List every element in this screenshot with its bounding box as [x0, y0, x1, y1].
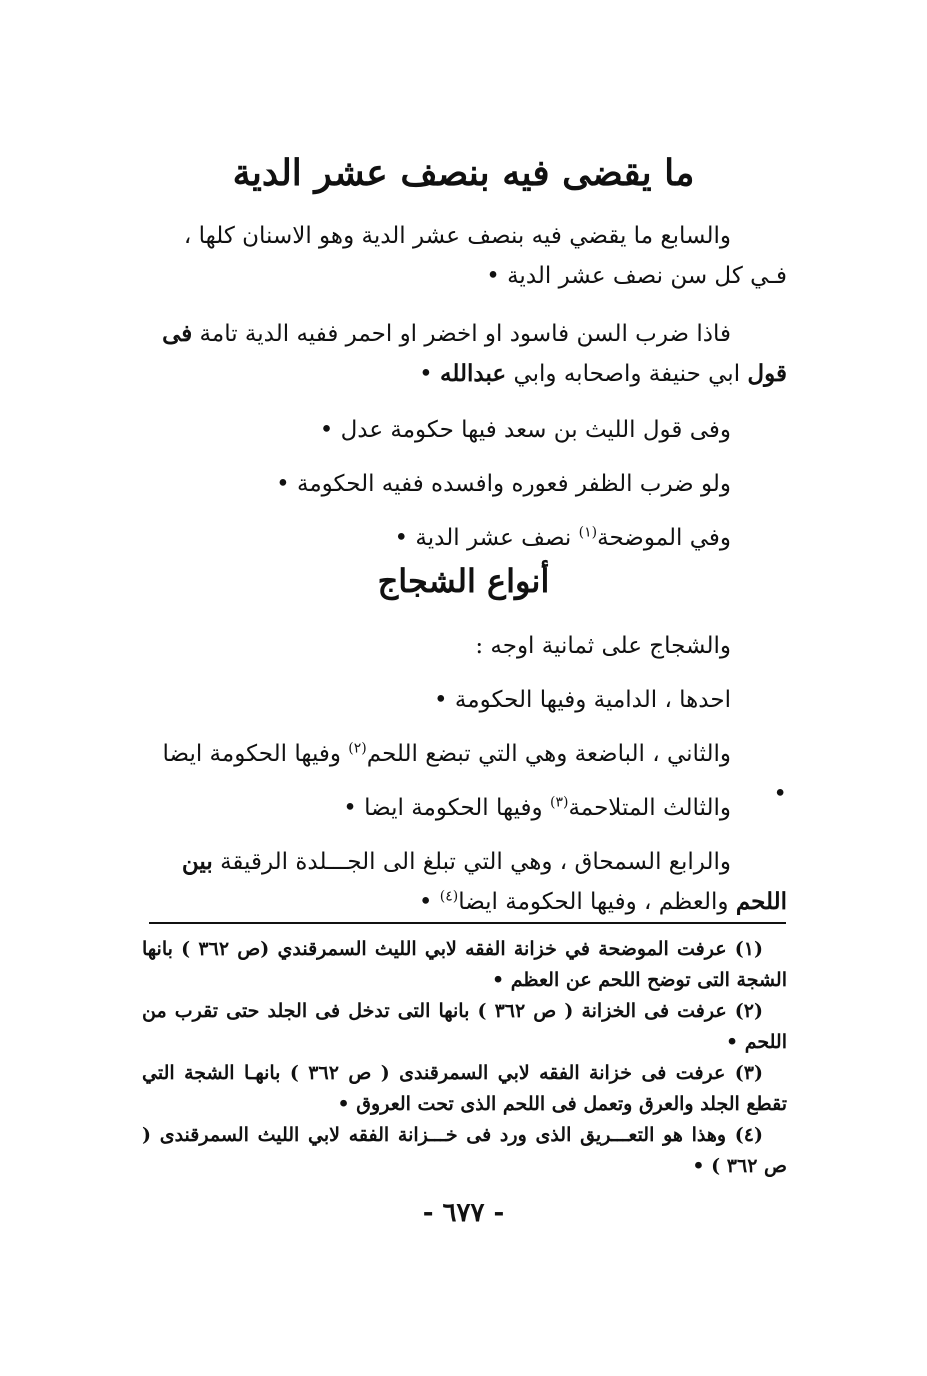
section-heading-half-tenth-diya: ما يقضى فيه بنصف عشر الدية	[232, 152, 695, 194]
paragraph-third-mutalahima	[142, 788, 787, 828]
paragraph-mudiha	[142, 518, 787, 558]
paragraph-tooth-color	[142, 314, 787, 394]
paragraph-text: فاذا ضرب السن فاسود او اخضر او احمر ففيه الدية تامة فى قول ابي حنيفة واصحابه وابي عبدالله •	[162, 320, 787, 387]
footnote-3: (٣) عرفت فى خزانة الفقه لابي السمرقندى ( ص ٣٦٢ ) بانهـا الشجة التي تقطع الجلد والعرق وتعمل فى اللحم الذى تحت العروق •	[142, 1062, 787, 1115]
paragraph-text: والثالث المتلاحمة$^{(٣)}$ وفيها الحكومة ايضا •	[343, 794, 731, 821]
footnote-4: (٤) وهذا هو التعـــريق الذى ورد فى خـــزانة الفقه لابي الليث السمرقندى ( ص ٣٦٢ ) •	[142, 1124, 787, 1177]
footnote-divider	[149, 922, 786, 924]
paragraph-text: والشجاج على ثمانية اوجه :	[475, 633, 731, 659]
paragraph-text: وفى قول الليث بن سعد فيها حكومة عدل •	[319, 417, 731, 443]
paragraph-fourth-simhaq	[142, 842, 787, 922]
footnote-1: (١) عرفت الموضحة في خزانة الفقه لابي الليث السمرقندي (ص ٣٦٢ ) بانها الشجة التى توضح اللحم عن العظم •	[142, 938, 787, 991]
paragraph-text: ولو ضرب الظفر فعوره وافسده ففيه الحكومة •	[276, 471, 731, 497]
paragraph-text: والرابع السمحاق ، وهي التي تبلغ الى الجـــلدة الرقيقة بين اللحم والعظم ، وفيها الحكومة ايضا$^{(٤)}$ •	[181, 848, 787, 915]
paragraph-first-damiya	[142, 680, 787, 720]
section-heading-types-of-wounds: أنواع الشجاج	[377, 562, 550, 600]
paragraph-text: وفي الموضحة$^{(١)}$ نصف عشر الدية •	[394, 524, 731, 551]
footnote-ref-2: (٢)	[348, 740, 367, 757]
paragraph-text: والثاني ، الباضعة وهي التي تبضع اللحم$^{(٢)}$ وفيها الحكومة ايضا •	[162, 740, 787, 807]
paragraph-seventh-teeth	[142, 216, 787, 296]
paragraph-text: احدها ، الدامية وفيها الحكومة •	[434, 687, 731, 713]
footnote-ref-1: (١)	[578, 524, 598, 541]
footnotes-section	[142, 934, 787, 1182]
footnote-2: (٢) عرفت فى الخزانة ( ص ٣٦٢ ) بانها التى تدخل فى الجلد حتى تقرب من اللحم •	[142, 1000, 787, 1053]
paragraph-layth-opinion	[142, 410, 787, 450]
footnote-ref-3: (٣)	[549, 794, 569, 811]
paragraph-text: والسابع ما يقضي فيه بنصف عشر الدية وهو الاسنان كلها ، فـي كل سن نصف عشر الدية •	[183, 223, 787, 289]
paragraph-nail	[142, 464, 787, 504]
footnote-ref-4: (٤)	[439, 888, 459, 905]
paragraph-eight-types	[142, 626, 787, 666]
page-number: - ٦٧٧ -	[422, 1198, 505, 1228]
